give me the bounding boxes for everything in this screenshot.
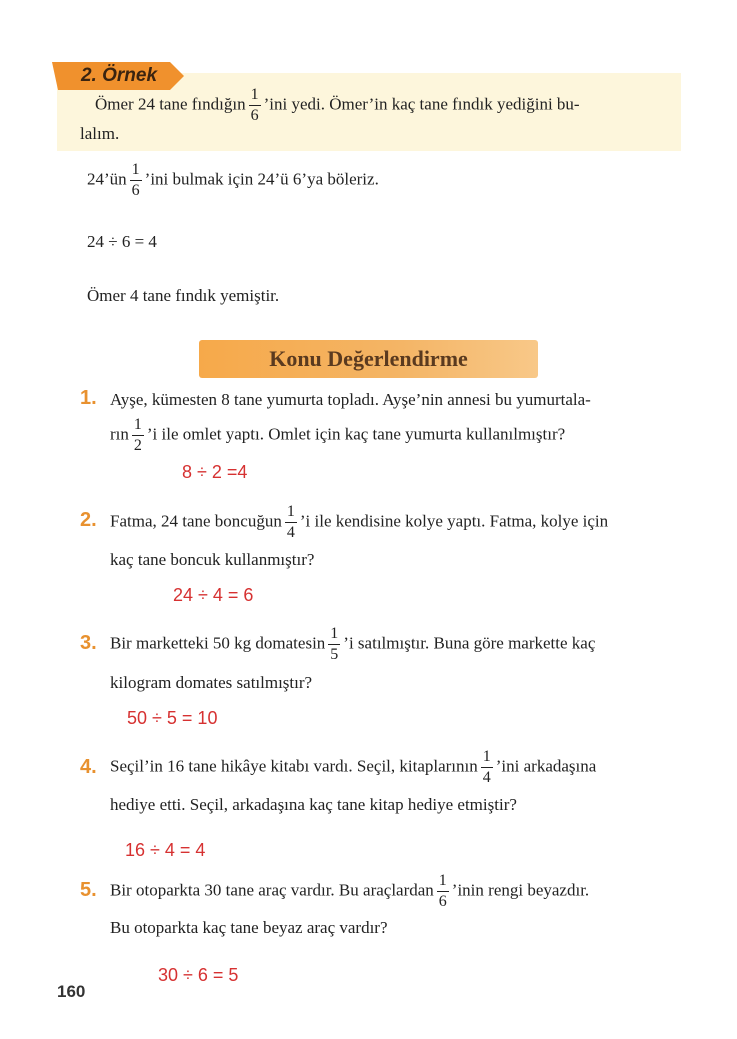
question-2-line-2: kaç tane boncuk kullanmıştır? bbox=[110, 550, 315, 569]
question-number: 1. bbox=[80, 387, 97, 409]
answer-3: 50 ÷ 5 = 10 bbox=[127, 708, 218, 728]
question-number: 3. bbox=[80, 632, 97, 654]
section-banner bbox=[199, 340, 538, 378]
solution-line-2: 24 ÷ 6 = 4 bbox=[87, 232, 157, 251]
question-3-line-2: kilogram domates satılmıştır? bbox=[110, 673, 313, 692]
question-5-line-1: Bir otoparkta 30 tane araç vardır. Bu araçlardan $\frac{1}{6}$ ’inin rengi beyazdır. bbox=[110, 872, 590, 910]
question-number: 2. bbox=[80, 509, 97, 531]
question-2-line-1: Fatma, 24 tane boncuğun $\frac{1}{4}$ ’i ile kendisine kolye yaptı. Fatma, kolye için bbox=[110, 503, 609, 541]
example-line-1 bbox=[95, 87, 580, 124]
question-number: 5. bbox=[80, 879, 97, 901]
question-fraction: $\frac{1}{4}$ bbox=[286, 503, 295, 541]
question-4-line-1: Seçil’in 16 tane hikâye kitabı vardı. Seçil, kitaplarının $\frac{1}{4}$ ’ini arkadaşına bbox=[110, 748, 597, 786]
question-1-line-1: Ayşe, kümesten 8 tane yumurta topladı. Ayşe’nin annesi bu yumurtala- bbox=[110, 390, 591, 409]
section-title: Konu Değerlendirme bbox=[269, 346, 468, 371]
answer-2: 24 ÷ 4 = 6 bbox=[173, 585, 254, 605]
example-tag-label: 2. Örnek bbox=[80, 65, 158, 86]
question-5-line-2: Bu otoparkta kaç tane beyaz araç vardır? bbox=[110, 918, 388, 937]
question-3-line-1: Bir marketteki 50 kg domatesin $\frac{1}{5}$ ’i satılmıştır. Buna göre markette kaç bbox=[110, 625, 596, 663]
solution-line-1: 24’ün $\frac{1}{6}$ ’ini bulmak için 24’ü 6’ya böleriz. bbox=[87, 161, 379, 199]
example-line-2: lalım. bbox=[80, 124, 120, 143]
question-number: 4. bbox=[80, 756, 97, 778]
question-fraction: $\frac{1}{6}$ bbox=[438, 872, 447, 910]
question-fraction: $\frac{1}{5}$ bbox=[330, 625, 339, 663]
solution-fraction: $\frac{1}{6}$ bbox=[131, 161, 140, 199]
page-number: 160 bbox=[57, 982, 86, 1001]
solution-line-3: Ömer 4 tane fındık yemiştir. bbox=[87, 286, 280, 305]
example-text: Ömer 24 tane fındığın bbox=[95, 94, 246, 114]
question-fraction: $\frac{1}{4}$ bbox=[482, 748, 491, 786]
answer-5: 30 ÷ 6 = 5 bbox=[158, 965, 239, 985]
question-fraction: $\frac{1}{2}$ bbox=[133, 416, 142, 454]
answer-4: 16 ÷ 4 = 4 bbox=[125, 840, 206, 860]
example-fraction: $\frac{1}{6}$ bbox=[250, 86, 259, 124]
answer-1: 8 ÷ 2 =4 bbox=[182, 462, 248, 482]
question-1-line-2: rın $\frac{1}{2}$ ’i ile omlet yaptı. Omlet için kaç tane yumurta kullanılmıştır? bbox=[110, 416, 566, 454]
example-text: ’ini yedi. Ömer’in kaç tane fındık yediğini bu- bbox=[263, 94, 580, 114]
question-4-line-2: hediye etti. Seçil, arkadaşına kaç tane kitap hediye etmiştir? bbox=[110, 795, 517, 814]
